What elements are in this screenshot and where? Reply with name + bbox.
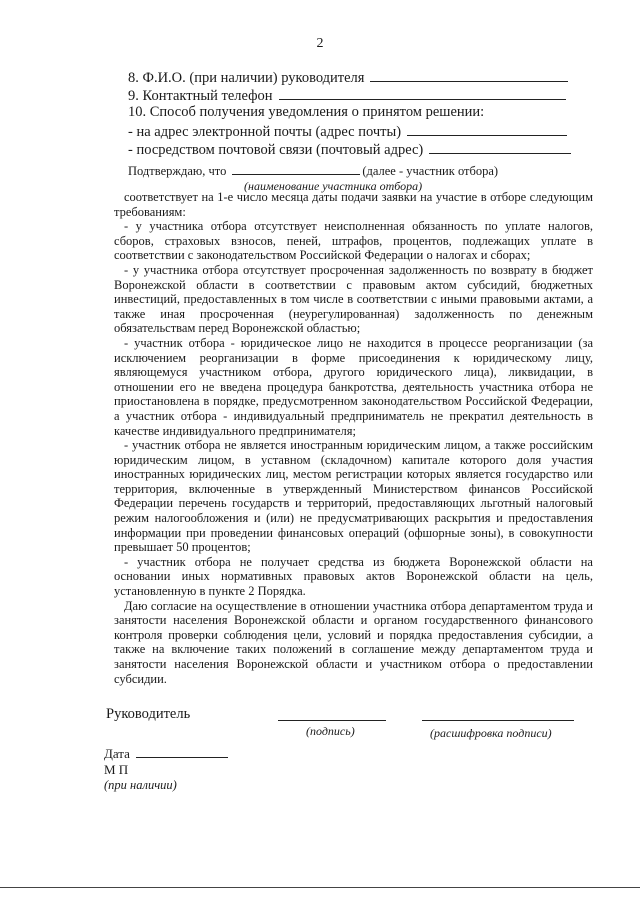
- field-phone-line[interactable]: [279, 85, 566, 100]
- field-phone: [128, 85, 566, 105]
- field-post: [128, 139, 571, 159]
- field-email: [128, 121, 567, 141]
- date-field: [104, 746, 228, 762]
- paragraph-consent: Даю согласие на осуществление в отношении участника отбора департаментом труда и занятости населения Воронежской области и органом государственного финансового контроля проверки соблюдения цели, условий и порядка предоставления субсидии, а также на включение таких положений в соглашение между департаментом труда и занятости населения Воронежской области и участником отбора о предоставлении субсидии.: [114, 598, 593, 686]
- field-phone-label: 9. Контактный телефон: [128, 88, 273, 104]
- stamp-note: (при наличии): [104, 778, 177, 792]
- footer-divider: [0, 887, 640, 888]
- signature-caption: (подпись): [306, 724, 355, 738]
- requirements-body: [114, 190, 593, 686]
- confirm-suffix: (далее - участник отбора): [362, 164, 499, 178]
- paragraph-budget: - участник отбора не получает средства из бюджета Воронежской области на основании иных нормативных правовых актов Воронежской области на цель, установленную в пункте 2 Порядка.: [114, 554, 593, 599]
- field-email-label: - на адрес электронной почты (адрес почты): [128, 124, 402, 140]
- date-label: Дата: [104, 746, 130, 761]
- paragraph-foreign: - участник отбора не является иностранным юридическим лицом, а также российским юридическим лицом, в уставном (складочном) капитале которого доля участия иностранных юридических лиц, местом регистрации которых является государство или территория, включенные в утвержденный Министерством финансов Российской Федерации перечень государств и территорий, предоставляющих льготный налоговый режим налогообложения и (или) не предусматривающих раскрытия и предоставления информации при проведении финансовых операций (офшорные зоны), в совокупности превышает 50 процентов;: [114, 438, 593, 555]
- confirm-prefix: Подтверждаю, что: [128, 164, 227, 178]
- field-head-name: [128, 67, 568, 87]
- date-line[interactable]: [136, 746, 228, 758]
- paragraph-debt: - у участника отбора отсутствует просроченная задолженность по возврату в бюджет Воронежской области в соответствии с правовым актом субсидий, бюджетных инвестиций, предоставленных в том числе в соответствии с иными правовыми актами, а также иная просроченная (неурегулированная) задолженность по денежным обязательствам перед Воронежской областью;: [114, 262, 593, 336]
- field-notify-method-label: 10. Способ получения уведомления о принятом решении:: [128, 104, 485, 120]
- field-post-line[interactable]: [429, 139, 571, 154]
- field-notify-method: [128, 103, 484, 121]
- paragraph-taxes: - у участника отбора отсутствует неисполненная обязанность по уплате налогов, сборов, страховых взносов, пеней, штрафов, процентов, подлежащих уплате в соответствии с законодательством Российской Федерации о налогах и сборах;: [114, 219, 593, 263]
- participant-name-line[interactable]: [232, 163, 360, 175]
- participant-name-caption: (наименование участника отбора): [244, 179, 423, 193]
- signature-decode-caption: (расшифровка подписи): [430, 726, 552, 740]
- field-head-name-label: 8. Ф.И.О. (при наличии) руководителя: [128, 70, 365, 86]
- paragraph-reorganization: - участник отбора - юридическое лицо не находится в процессе реорганизации (за исключением реорганизации в форме присоединения к юридическому лицу, являющемуся участником отбора, другого юридического лица), ликвидации, в отношении его не введена процедура банкротства, деятельность участника отбора не приостановлена в порядке, предусмотренном законодательством Российской Федерации, а участник отбора - индивидуальный предприниматель не прекратил деятельность в качестве индивидуального предпринимателя;: [114, 335, 593, 438]
- field-email-line[interactable]: [407, 121, 567, 136]
- signature-decode-line[interactable]: [422, 720, 574, 721]
- page-number: 2: [316, 36, 324, 51]
- field-post-label: - посредством почтовой связи (почтовый адрес): [128, 142, 424, 158]
- paragraph-intro: соответствует на 1-е число месяца даты подачи заявки на участие в отборе следующим требованиям:: [114, 190, 593, 219]
- confirm-line: [128, 163, 498, 179]
- stamp-label: М П: [104, 762, 129, 777]
- field-head-name-line[interactable]: [370, 67, 568, 82]
- signature-line[interactable]: [278, 720, 386, 721]
- signature-label: Руководитель: [106, 706, 191, 722]
